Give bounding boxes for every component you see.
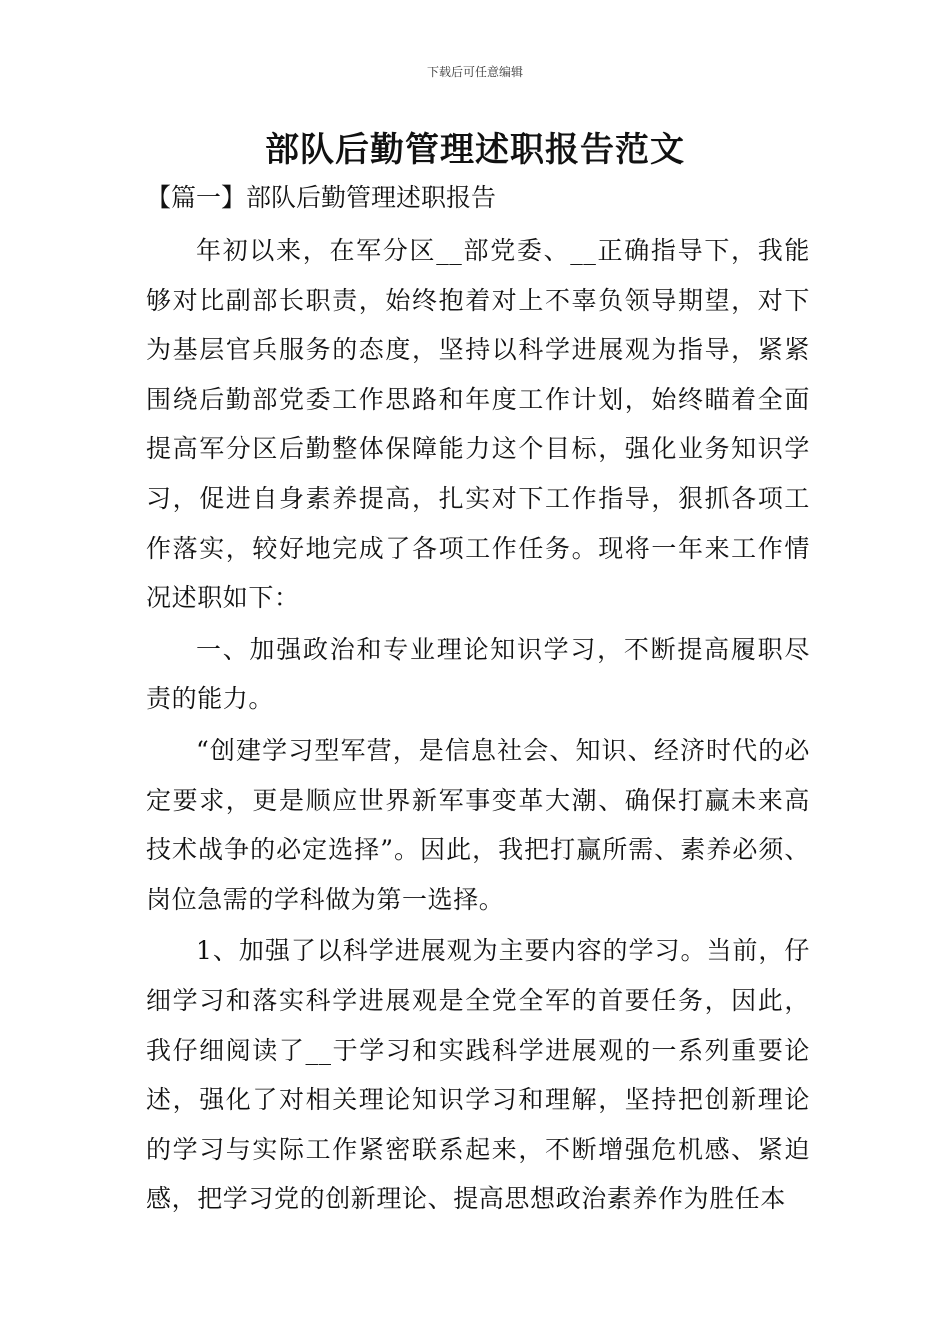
header-note: 下载后可任意编辑 [426, 65, 523, 79]
section-heading: 【篇一】部队后勤管理述职报告 [146, 183, 497, 212]
document-title: 部队后勤管理述职报告范文 [265, 130, 685, 170]
paragraph-point-one: 一、加强政治和专业理论知识学习，不断提高履职尽责的能力。 [146, 634, 810, 714]
paragraph-item-one: 1、加强了以科学进展观为主要内容的学习。当前，仔细学习和落实科学进展观是全党全军的首要任务，因此，我仔细阅读了__于学习和实践科学进展观的一系列重要论述，强化了对相关理论知识学习和理解，坚持把创新理论的学习与实际工作紧密联系起来，不断增强危机感、紧迫感，把学习党的创新理论、提高思想政治素养作为胜任本 [146, 936, 810, 1214]
paragraph-intro: 年初以来，在军分区__部党委、__正确指导下，我能够对比副部长职责，始终抱着对上不辜负领导期望，对下为基层官兵服务的态度，坚持以科学进展观为指导，紧紧围绕后勤部党委工作思路和年度工作计划，始终瞄着全面提高军分区后勤整体保障能力这个目标，强化业务知识学习，促进自身素养提高，扎实对下工作指导，狠抓各项工作落实，较好地完成了各项工作任务。现将一年来工作情况述职如下： [146, 236, 810, 613]
paragraph-quote: “创建学习型军营，是信息社会、知识、经济时代的必定要求，更是顺应世界新军事变革大潮、确保打赢未来高技术战争的必定选择”。因此，我把打赢所需、素养必须、岗位急需的学科做为第一选择。 [146, 735, 810, 914]
document-body [146, 226, 810, 1226]
